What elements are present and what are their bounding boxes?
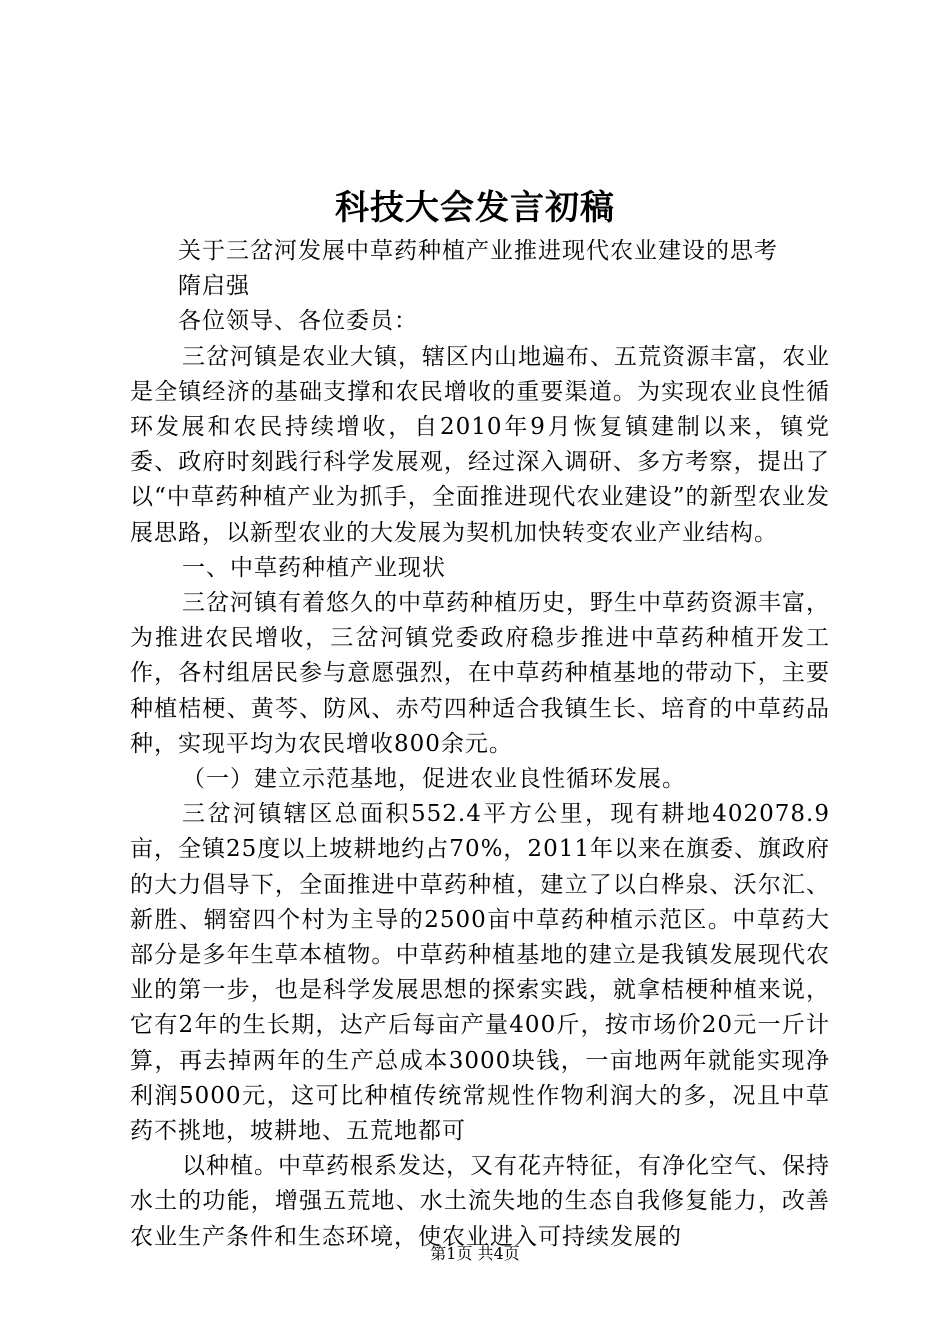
- paragraph-intro: 三岔河镇是农业大镇，辖区内山地遍布、五荒资源丰富，农业是全镇经济的基础支撑和农民增收的重要渠道。为实现农业良性循环发展和农民持续增收，自2010年9月恢复镇建制以来，镇党委、政府时刻践行科学发展观，经过深入调研、多方考察，提出了以“中草药种植产业为抓手，全面推进现代农业建设”的新型农业发展思路，以新型农业的大发展为契机加快转变农业产业结构。: [130, 343, 830, 546]
- page-number-footer: 第1页 共4页: [430, 1244, 520, 1263]
- subsection-heading-1: （一）建立示范基地，促进农业良性循环发展。: [182, 766, 686, 793]
- paragraph-continued: 以种植。中草药根系发达，又有花卉特征，有净化空气、保持水土的功能，增强五荒地、水土流失地的生态自我修复能力，改善农业生产条件和生态环境，使农业进入可持续发展的: [130, 1153, 830, 1250]
- document-salutation: 各位领导、各位委员：: [178, 308, 418, 335]
- section-heading-1: 一、中草药种植产业现状: [182, 554, 446, 581]
- paragraph-status: 三岔河镇有着悠久的中草药种植历史，野生中草药资源丰富，为推进农民增收，三岔河镇党委政府稳步推进中草药种植开发工作，各村组居民参与意愿强烈，在中草药种植基地的带动下，主要种植桔梗、黄芩、防风、赤芍四种适合我镇生长、培育的中草药品种，实现平均为农民增收800余元。: [130, 590, 830, 757]
- document-subtitle: 关于三岔河发展中草药种植产业推进现代农业建设的思考: [178, 238, 778, 264]
- document-body: [130, 234, 830, 1255]
- document-title: 科技大会发言初稿: [335, 188, 615, 228]
- paragraph-demo-base: 三岔河镇辖区总面积552.4平方公里，现有耕地402078.9亩，全镇25度以上坡耕地约占70%，2011年以来在旗委、旗政府的大力倡导下，全面推进中草药种植，建立了以白桦泉、沃尔汇、新胜、辋窑四个村为主导的2500亩中草药种植示范区。中草药大部分是多年生草本植物。中草药种植基地的建立是我镇发展现代农业的第一步，也是科学发展思想的探索实践，就拿桔梗种植来说，它有2年的生长期，达产后每亩产量400斤，按市场价20元一斤计算，再去掉两年的生产总成本3000块钱，一亩地两年就能实现净利润5000元，这可比种植传统常规性作物利润大的多，况且中草药不挑地，坡耕地、五荒地都可: [130, 801, 830, 1145]
- document-author: 隋启强: [178, 273, 250, 300]
